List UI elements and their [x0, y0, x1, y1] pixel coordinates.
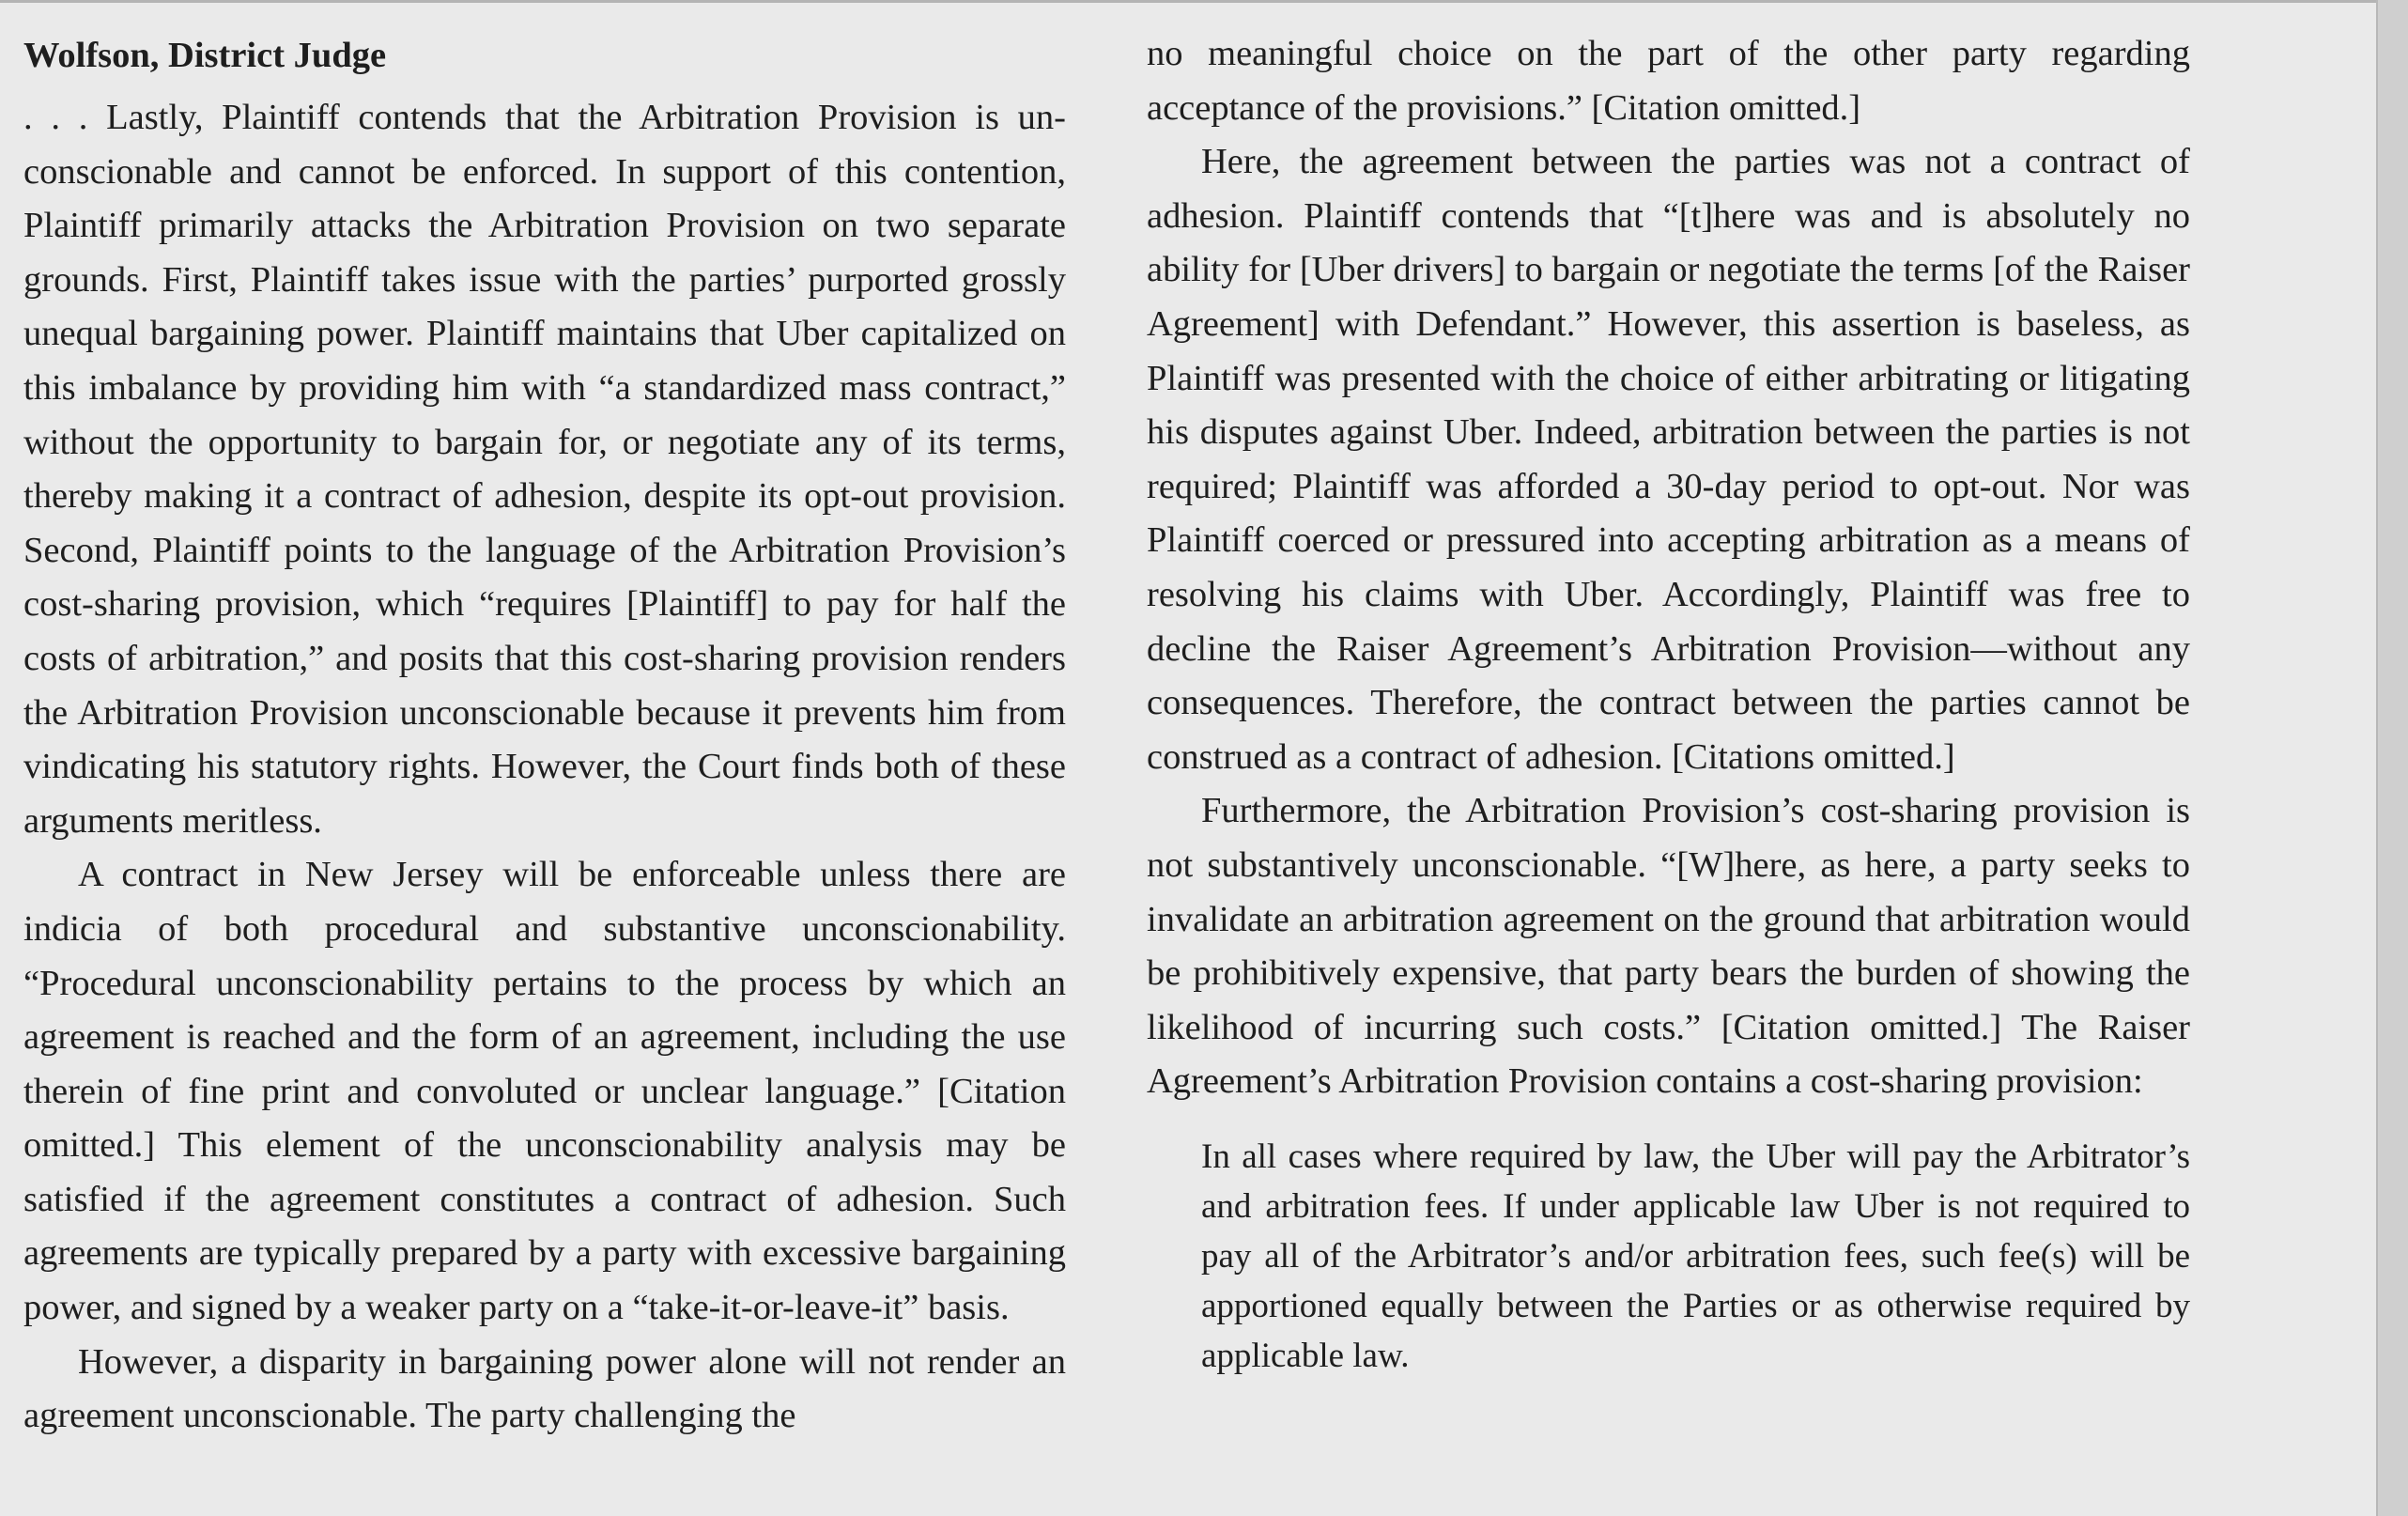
left-column: [23, 27, 1066, 1444]
paragraph-cost-sharing: Furthermore, the Arbitration Provision’s cost-sharing provision is not substantively unconscionable. “[W]here, as here, a party seeks to invalidate an arbitration agreement on the ground that arbitration would be prohibitively expensive, that party bears the burden of showing the likelihood of incurring such costs.” [Citation omitted.] The Raiser Agreement’s Arbitration Provision contains a cost-sharing provision:: [1147, 791, 2190, 1102]
right-column: [1147, 27, 2190, 1381]
paragraph-continuation: no meaningful choice on the part of the other party regarding acceptance of the provisions.” [Citation omitted.]: [1147, 34, 2190, 128]
paragraph-contract-new-jersey: A contract in New Jersey will be enforceable unless there are indicia of both procedural and substantive unconscionability. “Procedural unconscionability pertains to the process by which an agreement is reached and the form of an agreement, including the use therein of fine print and convoluted or unclear language.” [Citation omitted.] This element of the unconscionability analysis may be satisfied if the agreement constitutes a contract of adhesion. Such agreements are typically prepared by a party with excessive bargaining power, and signed by a weaker party on a “take-it-or-leave-it” basis.: [23, 855, 1066, 1328]
window-scroll-edge[interactable]: [2376, 0, 2408, 1516]
paragraph-not-adhesion: Here, the agreement between the parties was not a contract of adhesion. Plaintiff contends that “[t]here was and is absolutely no ability for [Uber drivers] to bargain or negotiate the terms [of the Raiser Agreement] with Defendant.” However, this assertion is baseless, as Plaintiff was presented with the choice of either arbitrating or litigating his disputes against Uber. Indeed, arbitration between the parties is not required; Plaintiff was afforded a 30-day period to opt-out. Nor was Plaintiff coerced or pressured into accepting arbitration as a means of resolving his claims with Uber. Accordingly, Plaintiff was free to decline the Raiser Agreement’s Arbitration Provision—without any consequences. Therefore, the contract between the parties cannot be construed as a contract of adhesion. [Citations omitted.]: [1147, 142, 2190, 777]
opinion-heading: Wolfson, District Judge: [23, 36, 387, 75]
paragraph-lastly: . . . Lastly, Plaintiff contends that the Arbitration Provision is unconscionable and cannot be enforced. In support of this contention, Plaintiff primarily attacks the Arbitration Provision on two separate grounds. First, Plaintiff takes issue with the parties’ purported grossly unequal bargaining power. Plaintiff maintains that Uber capitalized on this imbalance by providing him with “a standardized mass contract,” without the opportunity to bargain for, or negotiate any of its terms, thereby making it a contract of adhesion, despite its opt-out provision. Second, Plaintiff points to the language of the Arbitration Provision’s cost-sharing provision, which “requires [Plaintiff] to pay for half the costs of arbitration,” and posits that this cost-sharing provision renders the Arbitration Provision unconscionable because it prevents him from vindicating his statutory rights. However, the Court finds both of these arguments meritless.: [23, 98, 1066, 841]
paragraph-disparity: However, a disparity in bargaining power alone will not render an agreement unconscionable. The party challenging the: [23, 1341, 1066, 1436]
block-quote-cost-sharing: In all cases where required by law, the Uber will pay the Arbitrator’s and arbitration fees. If under applicable law Uber is not required to pay all of the Arbitrator’s and/or arbitration fees, such fee(s) will be apportioned equally between the Parties or as otherwise required by applicable law.: [1201, 1137, 2190, 1375]
